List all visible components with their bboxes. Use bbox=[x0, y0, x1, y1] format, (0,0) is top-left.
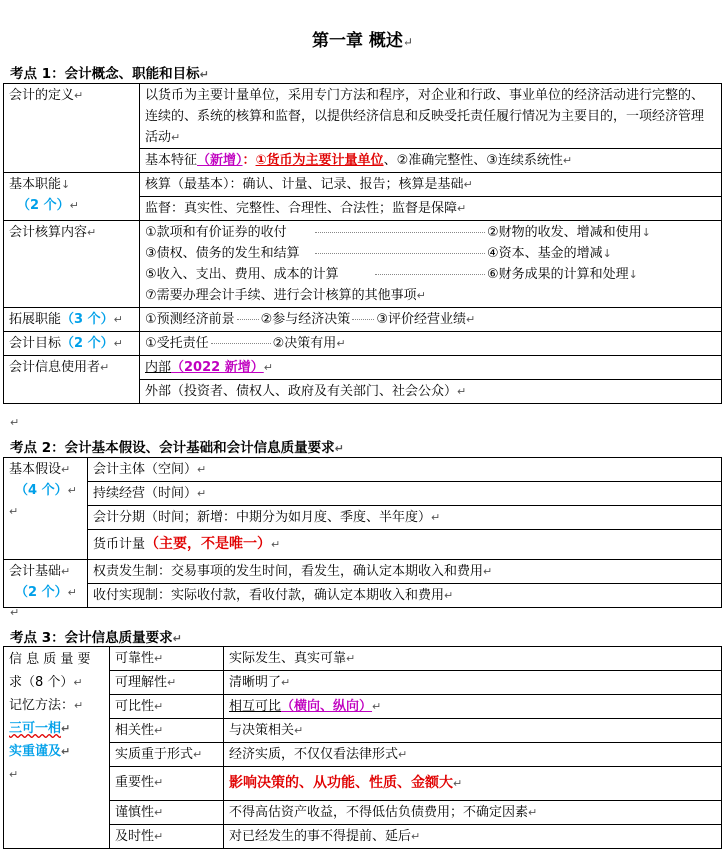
page-title: 第一章 概述↵ bbox=[312, 31, 413, 51]
section-1-table bbox=[3, 83, 722, 404]
extended-functions: ①预测经济前景 ②参与经济决策 ③评价经营业绩↵ bbox=[140, 308, 722, 332]
quality-desc: 影响决策的、从功能、性质、金额大↵ bbox=[224, 767, 722, 801]
table-row bbox=[4, 482, 722, 506]
function-accounting: 核算（最基本）：确认、计量、记录、报告；核算是基础↵ bbox=[140, 173, 722, 197]
section-2-heading: 考点 2：会计基本假设、会计基础和会计信息质量要求↵ bbox=[10, 440, 344, 456]
table-row bbox=[4, 84, 722, 173]
quality-desc: 实际发生、真实可靠↵ bbox=[224, 647, 722, 671]
paragraph-mark: ↵ bbox=[10, 416, 20, 429]
table-row bbox=[4, 584, 722, 608]
table-row bbox=[4, 506, 722, 530]
quality-name: 重要性↵ bbox=[110, 767, 224, 801]
basic-features: 基本特征（新增）：①货币为主要计量单位、②准确完整性、③连续系统性↵ bbox=[140, 148, 721, 171]
cash-basis: 收付实现制：实际收付款，看收付款，确认定本期收入和费用↵ bbox=[88, 584, 722, 608]
table-row bbox=[4, 173, 722, 197]
table-row bbox=[4, 530, 722, 560]
section-3-table bbox=[3, 646, 722, 849]
quality-requirements-label: 信 息 质 量 要 求（8 个）↵ 记忆方法：↵ 三可一相↵ 实重谨及↵ ↵ bbox=[4, 647, 110, 849]
table-row bbox=[4, 743, 722, 767]
accrual-basis: 权责发生制：交易事项的发生时间，看发生，确认定本期收入和费用↵ bbox=[88, 560, 722, 584]
accounting-goals: ①受托责任 ②决策有用↵ bbox=[140, 332, 722, 356]
accounting-basis-label: 会计基础↵ （2 个）↵ bbox=[4, 560, 88, 608]
table-row bbox=[4, 221, 722, 308]
info-users-label: 会计信息使用者↵ bbox=[4, 356, 140, 404]
quality-desc: 经济实质，不仅仅看法律形式↵ bbox=[224, 743, 722, 767]
quality-name: 及时性↵ bbox=[110, 825, 224, 849]
table-row bbox=[4, 332, 722, 356]
table-row bbox=[4, 719, 722, 743]
definition-label: 会计的定义↵ bbox=[4, 84, 140, 173]
paragraph-mark: ↵ bbox=[10, 606, 20, 619]
assumption-entity: 会计主体（空间）↵ bbox=[88, 458, 722, 482]
quality-desc: 与决策相关↵ bbox=[224, 719, 722, 743]
accounting-content-list: ①款项和有价证券的收付 ②财物的收发、增减和使用↓ ③债权、债务的发生和结算 ④资本、基金的增减↓ ⑤收入、支出、费用、成本的计算 ⑥财务成果的计算和处理↓ ⑦需要办理会计手续、进行会计核算的其他事项↵ bbox=[140, 221, 722, 308]
assumption-going-concern: 持续经营（时间）↵ bbox=[88, 482, 722, 506]
assumption-currency: 货币计量（主要，不是唯一）↵ bbox=[88, 530, 722, 560]
memory-tip-1: 三可一相↵ bbox=[9, 721, 71, 736]
accounting-goal-label: 会计目标（2 个）↵ bbox=[4, 332, 140, 356]
quality-name: 相关性↵ bbox=[110, 719, 224, 743]
table-row bbox=[4, 671, 722, 695]
basic-functions-label: 基本职能↓ （2 个）↵ bbox=[4, 173, 140, 221]
definition-text: 以货币为主要计量单位，采用专门方法和程序，对企业和行政、事业单位的经济活动进行完整的、连续的、系统的核算和监督，以提供经济信息和反映受托责任履行情况为主要目的，一项经济管理活动↵ 基本特征（新增）：①货币为主要计量单位、②准确完整性、③连续系统性↵ bbox=[140, 84, 722, 173]
section-1-heading: 考点 1：会计概念、职能和目标↵ bbox=[10, 66, 209, 82]
quality-name: 谨慎性↵ bbox=[110, 801, 224, 825]
table-row bbox=[4, 308, 722, 332]
table-row bbox=[4, 560, 722, 584]
table-row bbox=[4, 801, 722, 825]
section-2-table bbox=[3, 457, 722, 608]
table-row bbox=[4, 647, 722, 671]
table-row bbox=[4, 356, 722, 380]
assumption-periods: 会计分期（时间；新增：中期分为如月度、季度、半年度）↵ bbox=[88, 506, 722, 530]
quality-name: 可靠性↵ bbox=[110, 647, 224, 671]
function-supervision: 监督：真实性、完整性、合理性、合法性；监督是保障↵ bbox=[140, 197, 722, 221]
table-row bbox=[4, 767, 722, 801]
section-3-heading: 考点 3：会计信息质量要求↵ bbox=[10, 630, 182, 646]
quality-name: 可理解性↵ bbox=[110, 671, 224, 695]
quality-desc: 清晰明了↵ bbox=[224, 671, 722, 695]
external-users: 外部（投资者、债权人、政府及有关部门、社会公众）↵ bbox=[140, 380, 722, 404]
quality-name: 可比性↵ bbox=[110, 695, 224, 719]
table-row bbox=[4, 825, 722, 849]
quality-desc: 不得高估资产收益，不得低估负债费用；不确定因素↵ bbox=[224, 801, 722, 825]
internal-users: 内部（2022 新增）↵ bbox=[140, 356, 722, 380]
table-row bbox=[4, 695, 722, 719]
extended-functions-label: 拓展职能（3 个）↵ bbox=[4, 308, 140, 332]
memory-tip-2: 实重谨及↵ bbox=[9, 744, 71, 759]
quality-desc: 对已经发生的事不得提前、延后↵ bbox=[224, 825, 722, 849]
table-row bbox=[4, 458, 722, 482]
basic-assumptions-label: 基本假设↵ （4 个）↵ ↵ bbox=[4, 458, 88, 560]
quality-desc: 相互可比（横向、纵向）↵ bbox=[224, 695, 722, 719]
quality-name: 实质重于形式↵ bbox=[110, 743, 224, 767]
accounting-content-label: 会计核算内容↵ bbox=[4, 221, 140, 308]
